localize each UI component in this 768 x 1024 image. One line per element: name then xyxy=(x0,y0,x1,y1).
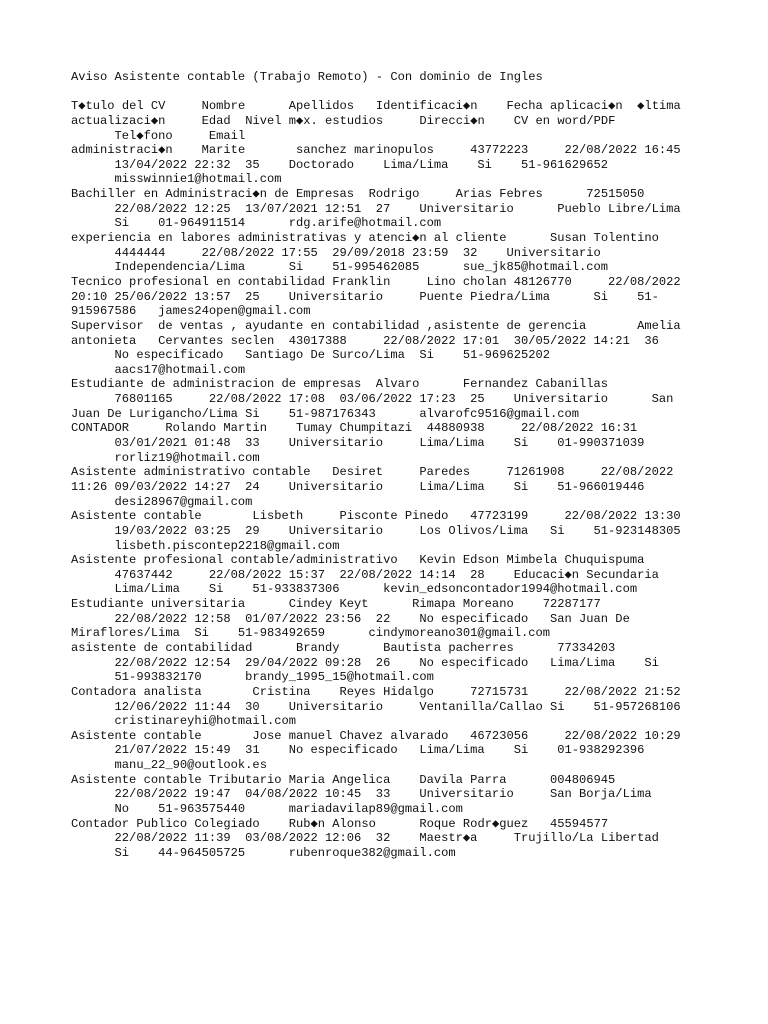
text-line: Juan De Lurigancho/Lima Si 51-987176343 alvarofc9516@gmail.com xyxy=(71,406,580,421)
text-line: 22/08/2022 19:47 04/08/2022 10:45 33 Universitario San Borja/Lima xyxy=(71,787,652,802)
text-line: Asistente contable Tributario Maria Angelica Davila Parra 004806945 xyxy=(71,772,616,787)
text-line: 13/04/2022 22:32 35 Doctorado Lima/Lima Si 51-961629652 xyxy=(71,157,609,172)
text-line: Asistente profesional contable/administrativo Kevin Edson Mimbela Chuquispuma xyxy=(71,553,645,568)
text-line: 22/08/2022 12:58 01/07/2022 23:56 22 No especificado San Juan De xyxy=(71,611,630,626)
text-line: Tel◆fono Email xyxy=(71,128,246,143)
text-line: 4444444 22/08/2022 17:55 29/09/2018 23:59 32 Universitario xyxy=(71,245,601,260)
text-line: manu_22_90@outlook.es xyxy=(71,758,267,773)
text-line: 22/08/2022 12:54 29/04/2022 09:28 26 No especificado Lima/Lima Si xyxy=(71,655,659,670)
text-line: Si 44-964505725 rubenroque382@gmail.com xyxy=(71,845,456,860)
text-line: No especificado Santiago De Surco/Lima Si 51-969625202 xyxy=(71,348,550,363)
text-line: Bachiller en Administraci◆n de Empresas Rodrigo Arias Febres 72515050 xyxy=(71,187,645,202)
text-line: T◆tulo del CV Nombre Apellidos Identificaci◆n Fecha aplicaci◆n ◆ltima xyxy=(71,99,681,114)
text-line: No 51-963575440 mariadavilap89@gmail.com xyxy=(71,802,463,817)
text-line: 19/03/2022 03:25 29 Universitario Los Olivos/Lima Si 51-923148305 xyxy=(71,523,681,538)
text-line: Asistente administrativo contable Desiret Paredes 71261908 22/08/2022 xyxy=(71,465,674,480)
text-line: asistente de contabilidad Brandy Bautista pacherres 77334203 xyxy=(71,640,616,655)
text-line: 20:10 25/06/2022 13:57 25 Universitario Puente Piedra/Lima Si 51- xyxy=(71,289,659,304)
text-line: 12/06/2022 11:44 30 Universitario Ventanilla/Callao Si 51-957268106 xyxy=(71,699,681,714)
text-line: CONTADOR Rolando Martin Tumay Chumpitazi 44880938 22/08/2022 16:31 xyxy=(71,421,638,436)
text-line: Independencia/Lima Si 51-995462085 sue_jk85@hotmail.com xyxy=(71,260,609,275)
document-page xyxy=(71,70,701,861)
text-line: Estudiante universitaria Cindey Keyt Rimapa Moreano 72287177 xyxy=(71,597,601,612)
text-line: Supervisor de ventas , ayudante en contabilidad ,asistente de gerencia Amelia xyxy=(71,318,681,333)
document-body xyxy=(71,99,701,860)
text-line: cristinareyhi@hotmail.com xyxy=(71,714,296,729)
text-line: 03/01/2021 01:48 33 Universitario Lima/Lima Si 01-990371039 xyxy=(71,436,645,451)
text-line: Asistente contable Jose manuel Chavez alvarado 46723056 22/08/2022 10:29 xyxy=(71,728,681,743)
text-line: 47637442 22/08/2022 15:37 22/08/2022 14:14 28 Educaci◆n Secundaria xyxy=(71,567,659,582)
text-line: 22/08/2022 12:25 13/07/2021 12:51 27 Universitario Pueblo Libre/Lima xyxy=(71,201,681,216)
text-line: Estudiante de administracion de empresas Alvaro Fernandez Cabanillas xyxy=(71,377,609,392)
document-title: Aviso Asistente contable (Trabajo Remoto) - Con dominio de Ingles xyxy=(71,70,543,84)
text-line: misswinnie1@hotmail.com xyxy=(71,172,282,187)
text-line: lisbeth.piscontep2218@gmail.com xyxy=(71,538,340,553)
text-line: 22/08/2022 11:39 03/08/2022 12:06 32 Maestr◆a Trujillo/La Libertad xyxy=(71,831,659,846)
text-line: Contador Publico Colegiado Rub◆n Alonso Roque Rodr◆guez 45594577 xyxy=(71,816,609,831)
text-line: 76801165 22/08/2022 17:08 03/06/2022 17:23 25 Universitario San xyxy=(71,392,674,407)
text-line: aacs17@hotmail.com xyxy=(71,362,246,377)
text-line: desi28967@gmail.com xyxy=(71,494,253,509)
text-line: 51-993832170 brandy_1995_15@hotmail.com xyxy=(71,670,434,685)
text-line: Tecnico profesional en contabilidad Franklin Lino cholan 48126770 22/08/2022 xyxy=(71,274,681,289)
text-line: experiencia en labores administrativas y atenci◆n al cliente Susan Tolentino xyxy=(71,231,659,246)
text-line: Miraflores/Lima Si 51-983492659 cindymoreano301@gmail.com xyxy=(71,626,550,641)
text-line: Lima/Lima Si 51-933837306 kevin_edsoncontador1994@hotmail.com xyxy=(71,582,638,597)
text-line: actualizaci◆n Edad Nivel m◆x. estudios Direcci◆n CV en word/PDF xyxy=(71,113,616,128)
text-line: 11:26 09/03/2022 14:27 24 Universitario Lima/Lima Si 51-966019446 xyxy=(71,479,645,494)
text-line: Contadora analista Cristina Reyes Hidalgo 72715731 22/08/2022 21:52 xyxy=(71,684,681,699)
text-line: Asistente contable Lisbeth Pisconte Pinedo 47723199 22/08/2022 13:30 xyxy=(71,509,681,524)
text-line: administraci◆n Marite sanchez marinopulos 43772223 22/08/2022 16:45 xyxy=(71,143,681,158)
text-line: antonieta Cervantes seclen 43017388 22/08/2022 17:01 30/05/2022 14:21 36 xyxy=(71,333,659,348)
text-line: 915967586 james24open@gmail.com xyxy=(71,304,311,319)
text-line: Si 01-964911514 rdg.arife@hotmail.com xyxy=(71,216,442,231)
text-line: rorliz19@hotmail.com xyxy=(71,450,260,465)
text-line: 21/07/2022 15:49 31 No especificado Lima/Lima Si 01-938292396 xyxy=(71,743,645,758)
